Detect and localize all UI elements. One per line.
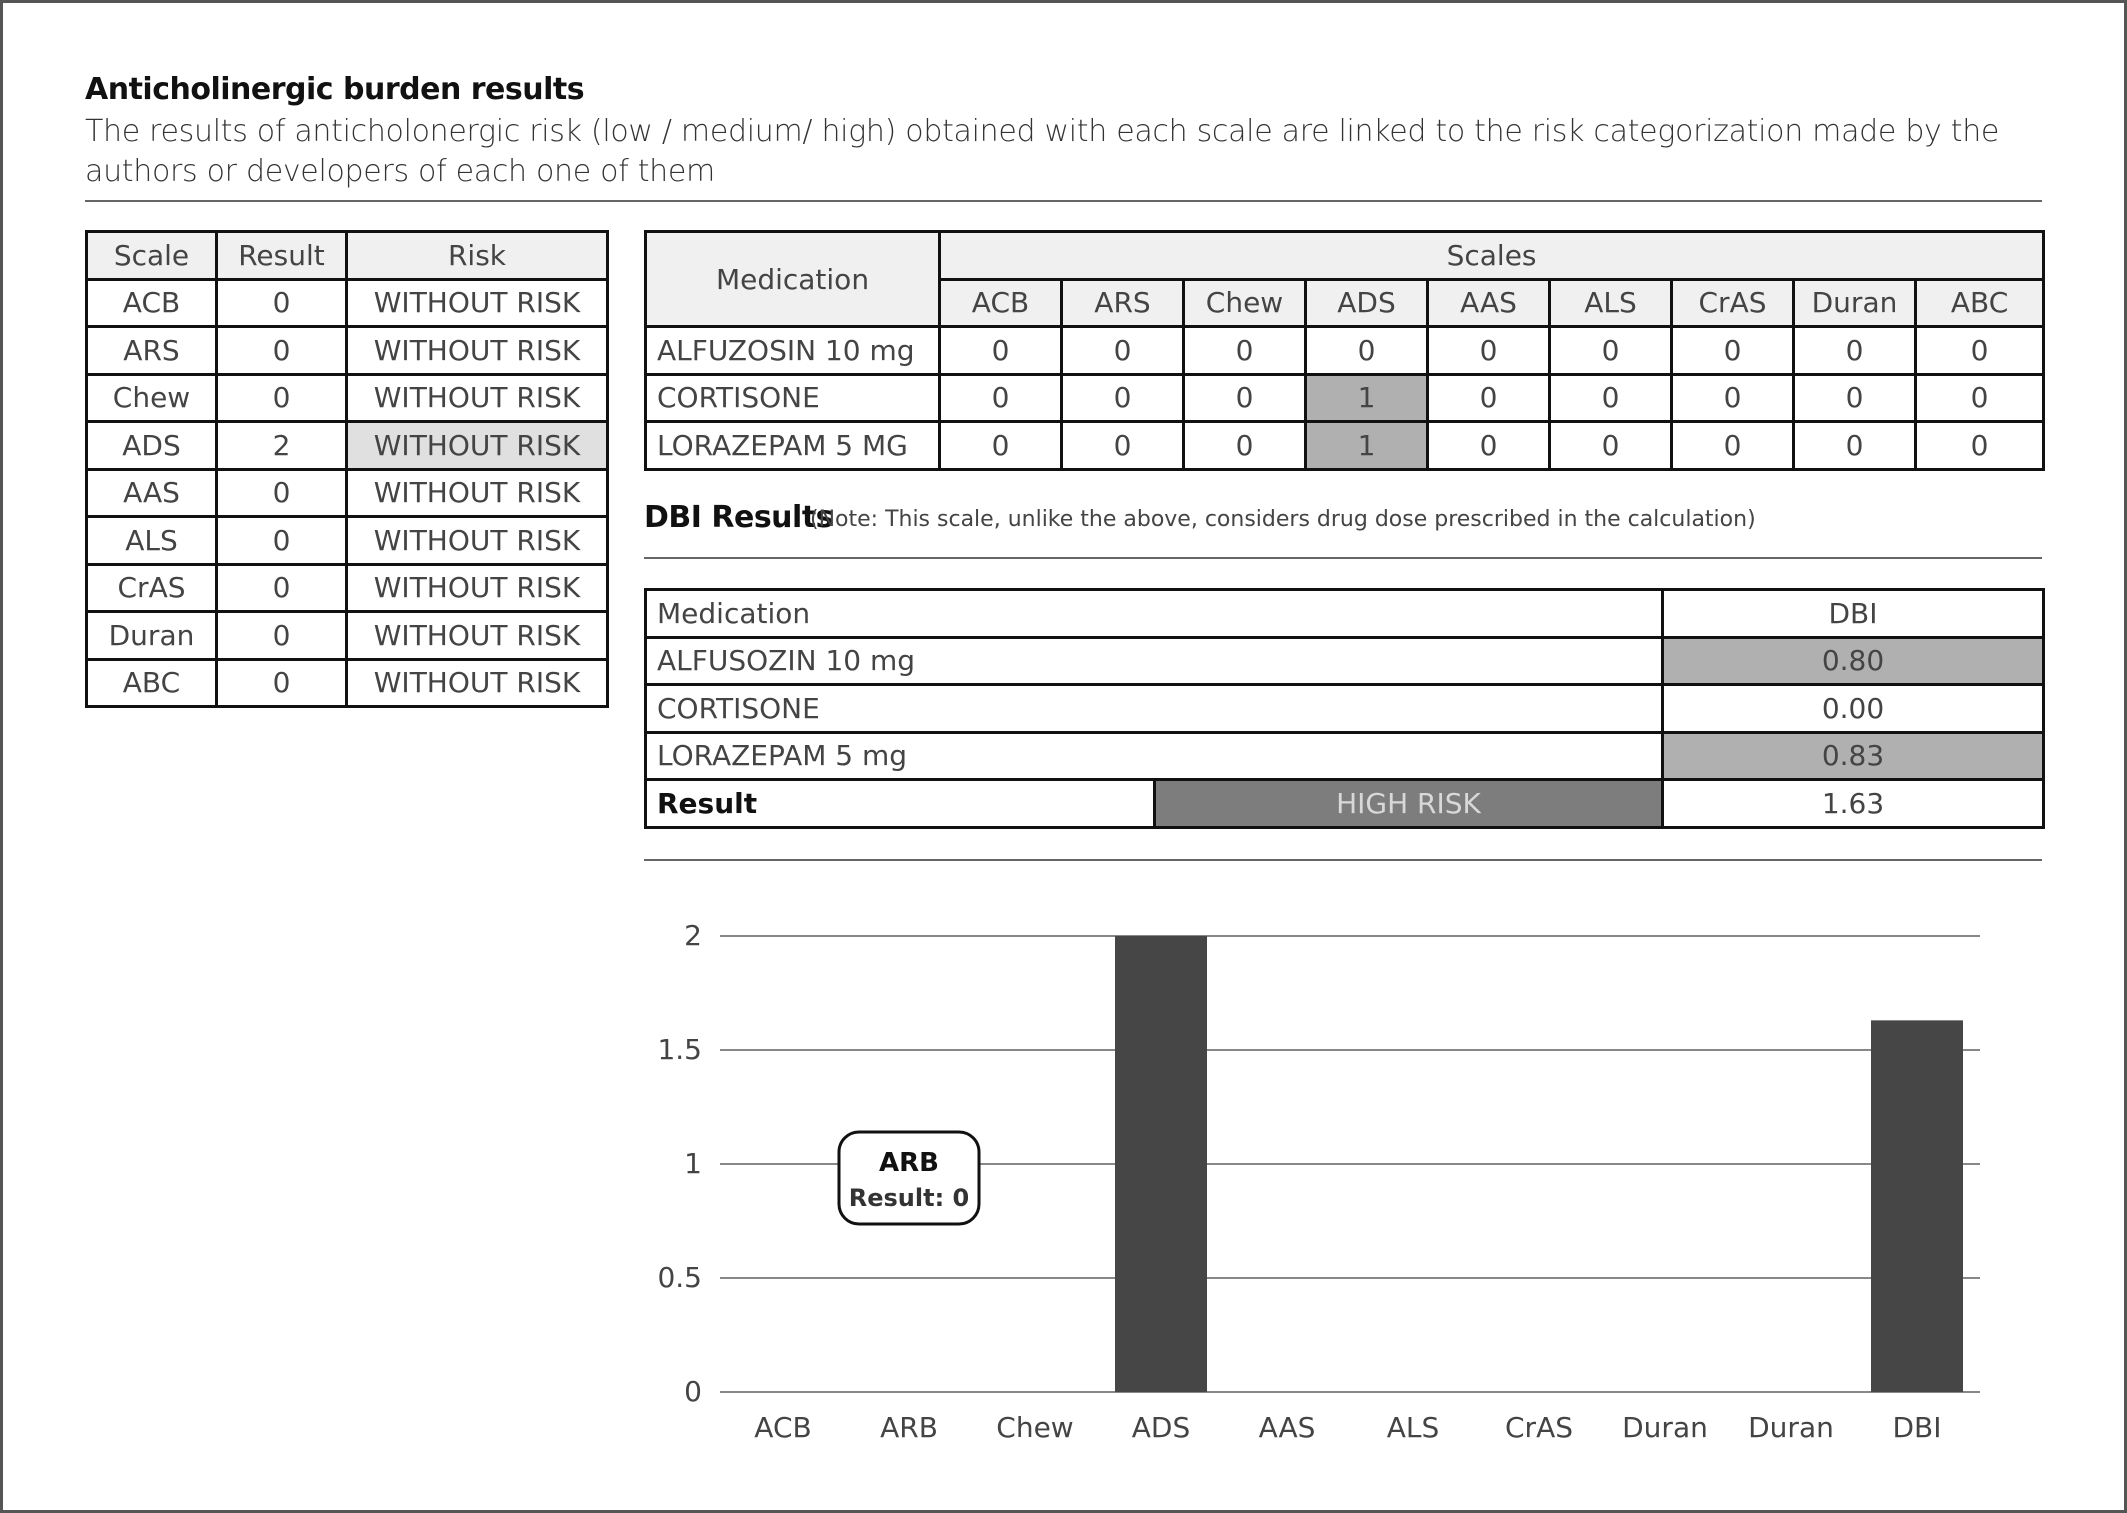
scales-table bbox=[644, 230, 2045, 471]
scale-value-cell: 0 bbox=[1428, 422, 1550, 470]
summary-result: 0 bbox=[217, 279, 347, 327]
summary-scale: ARS bbox=[87, 327, 217, 375]
scales-medication-name: ALFUZOSIN 10 mg bbox=[646, 327, 940, 375]
scale-value-cell: 0 bbox=[1794, 374, 1916, 422]
dbi-value-cell: 0.80 bbox=[1663, 637, 2044, 685]
dbi-note: (Note: This scale, unlike the above, considers drug dose prescribed in the calculation) bbox=[810, 507, 1756, 532]
y-tick-label: 2 bbox=[684, 919, 702, 952]
col-header-result: Result bbox=[217, 232, 347, 280]
dbi-bar-chart bbox=[640, 900, 2040, 1460]
summary-header-row bbox=[87, 232, 608, 280]
summary-result: 2 bbox=[217, 422, 347, 470]
x-tick-label: DBI bbox=[1892, 1411, 1942, 1444]
x-tick-label: AAS bbox=[1258, 1411, 1316, 1444]
scale-value-cell: 0 bbox=[1428, 327, 1550, 375]
dbi-medication-name: ALFUSOZIN 10 mg bbox=[646, 637, 1663, 685]
scale-value-cell: 0 bbox=[1062, 327, 1184, 375]
scale-col-header: Chew bbox=[1184, 279, 1306, 327]
summary-result: 0 bbox=[217, 659, 347, 707]
summary-risk: WITHOUT RISK bbox=[347, 422, 608, 470]
summary-risk: WITHOUT RISK bbox=[347, 469, 608, 517]
x-tick-label: Duran bbox=[1748, 1411, 1834, 1444]
divider-top bbox=[85, 200, 2042, 202]
scales-medication-name: LORAZEPAM 5 MG bbox=[646, 422, 940, 470]
dbi-medication-header: Medication bbox=[646, 590, 1663, 638]
summary-scale: ADS bbox=[87, 422, 217, 470]
summary-row bbox=[87, 279, 608, 327]
summary-scale: Duran bbox=[87, 612, 217, 660]
col-header-risk: Risk bbox=[347, 232, 608, 280]
summary-row bbox=[87, 422, 608, 470]
page-description: The results of anticholonergic risk (low / medium/ high) obtained with each scale are linked to the risk categorization made by the authors or developers of each one of them bbox=[85, 114, 2000, 189]
summary-scale: Chew bbox=[87, 374, 217, 422]
summary-result: 0 bbox=[217, 612, 347, 660]
tooltip-title: ARB bbox=[879, 1148, 939, 1178]
scale-value-cell: 0 bbox=[1916, 327, 2044, 375]
scale-col-header: Duran bbox=[1794, 279, 1916, 327]
scale-col-header: ALS bbox=[1550, 279, 1672, 327]
summary-row bbox=[87, 659, 608, 707]
y-tick-label: 0 bbox=[684, 1375, 702, 1408]
scale-value-cell: 0 bbox=[1550, 327, 1672, 375]
scale-value-cell: 0 bbox=[1916, 374, 2044, 422]
scales-header-row bbox=[646, 232, 2044, 280]
dbi-result-row bbox=[646, 780, 2044, 828]
scale-value-cell: 1 bbox=[1306, 422, 1428, 470]
x-tick-label: ACB bbox=[754, 1411, 812, 1444]
scale-value-cell: 0 bbox=[1062, 422, 1184, 470]
x-tick-label: ADS bbox=[1131, 1411, 1191, 1444]
summary-risk: WITHOUT RISK bbox=[347, 517, 608, 565]
summary-row bbox=[87, 612, 608, 660]
summary-result: 0 bbox=[217, 469, 347, 517]
dbi-value-cell: 0.00 bbox=[1663, 685, 2044, 733]
summary-risk: WITHOUT RISK bbox=[347, 374, 608, 422]
scale-value-cell: 0 bbox=[1550, 374, 1672, 422]
scales-medication-name: CORTISONE bbox=[646, 374, 940, 422]
dbi-value-header: DBI bbox=[1663, 590, 2044, 638]
summary-scale: ACB bbox=[87, 279, 217, 327]
summary-risk: WITHOUT RISK bbox=[347, 659, 608, 707]
scale-value-cell: 0 bbox=[1794, 327, 1916, 375]
scales-row bbox=[646, 422, 2044, 470]
scales-row bbox=[646, 374, 2044, 422]
scale-value-cell: 1 bbox=[1306, 374, 1428, 422]
dbi-row bbox=[646, 685, 2044, 733]
summary-row bbox=[87, 469, 608, 517]
bar[interactable] bbox=[1115, 936, 1207, 1392]
dbi-result-risk: HIGH RISK bbox=[1155, 780, 1663, 828]
dbi-header-row bbox=[646, 590, 2044, 638]
scale-col-header: ABC bbox=[1916, 279, 2044, 327]
summary-row bbox=[87, 374, 608, 422]
summary-risk: WITHOUT RISK bbox=[347, 327, 608, 375]
scale-value-cell: 0 bbox=[1062, 374, 1184, 422]
x-tick-label: Duran bbox=[1622, 1411, 1708, 1444]
page-title: Anticholinergic burden results bbox=[85, 72, 585, 107]
scale-value-cell: 0 bbox=[1428, 374, 1550, 422]
scale-col-header: AAS bbox=[1428, 279, 1550, 327]
scale-value-cell: 0 bbox=[1916, 422, 2044, 470]
scale-value-cell: 0 bbox=[940, 374, 1062, 422]
dbi-medication-name: CORTISONE bbox=[646, 685, 1663, 733]
scale-value-cell: 0 bbox=[940, 422, 1062, 470]
summary-scale: AAS bbox=[87, 469, 217, 517]
dbi-result-label: Result bbox=[646, 780, 1155, 828]
dbi-row bbox=[646, 637, 2044, 685]
scales-group-header: Scales bbox=[940, 232, 2044, 280]
scale-col-header: CrAS bbox=[1672, 279, 1794, 327]
divider-chart bbox=[644, 859, 2042, 861]
dbi-medication-name: LORAZEPAM 5 mg bbox=[646, 732, 1663, 780]
scale-value-cell: 0 bbox=[1672, 422, 1794, 470]
summary-result: 0 bbox=[217, 564, 347, 612]
scale-value-cell: 0 bbox=[1794, 422, 1916, 470]
x-tick-label: ALS bbox=[1386, 1411, 1440, 1444]
summary-row bbox=[87, 327, 608, 375]
medication-header: Medication bbox=[646, 232, 940, 327]
dbi-row bbox=[646, 732, 2044, 780]
scale-value-cell: 0 bbox=[1550, 422, 1672, 470]
tooltip-text: Result: 0 bbox=[848, 1184, 970, 1212]
col-header-scale: Scale bbox=[87, 232, 217, 280]
dbi-title: DBI Results bbox=[644, 500, 834, 535]
scale-value-cell: 0 bbox=[1672, 374, 1794, 422]
x-tick-label: Chew bbox=[996, 1411, 1074, 1444]
chart-tooltip bbox=[839, 1132, 979, 1224]
x-tick-label: ARB bbox=[880, 1411, 938, 1444]
scale-value-cell: 0 bbox=[940, 327, 1062, 375]
scale-value-cell: 0 bbox=[1184, 374, 1306, 422]
y-tick-label: 1 bbox=[684, 1147, 702, 1180]
y-tick-label: 1.5 bbox=[657, 1033, 702, 1066]
scales-row bbox=[646, 327, 2044, 375]
summary-result: 0 bbox=[217, 374, 347, 422]
dbi-value-cell: 0.83 bbox=[1663, 732, 2044, 780]
summary-scale: CrAS bbox=[87, 564, 217, 612]
summary-row bbox=[87, 564, 608, 612]
scale-col-header: ADS bbox=[1306, 279, 1428, 327]
y-tick-label: 0.5 bbox=[657, 1261, 702, 1294]
bar[interactable] bbox=[1871, 1020, 1963, 1392]
summary-row bbox=[87, 517, 608, 565]
summary-risk: WITHOUT RISK bbox=[347, 279, 608, 327]
scale-col-header: ACB bbox=[940, 279, 1062, 327]
x-tick-label: CrAS bbox=[1505, 1411, 1573, 1444]
summary-result: 0 bbox=[217, 517, 347, 565]
scale-col-header: ARS bbox=[1062, 279, 1184, 327]
dbi-result-value: 1.63 bbox=[1663, 780, 2044, 828]
dbi-table bbox=[644, 588, 2045, 829]
summary-scale: ALS bbox=[87, 517, 217, 565]
summary-risk: WITHOUT RISK bbox=[347, 612, 608, 660]
scale-value-cell: 0 bbox=[1184, 422, 1306, 470]
summary-result: 0 bbox=[217, 327, 347, 375]
scale-value-cell: 0 bbox=[1672, 327, 1794, 375]
summary-risk: WITHOUT RISK bbox=[347, 564, 608, 612]
summary-table bbox=[85, 230, 609, 708]
divider-dbi bbox=[644, 557, 2042, 559]
summary-scale: ABC bbox=[87, 659, 217, 707]
scale-value-cell: 0 bbox=[1184, 327, 1306, 375]
scale-value-cell: 0 bbox=[1306, 327, 1428, 375]
